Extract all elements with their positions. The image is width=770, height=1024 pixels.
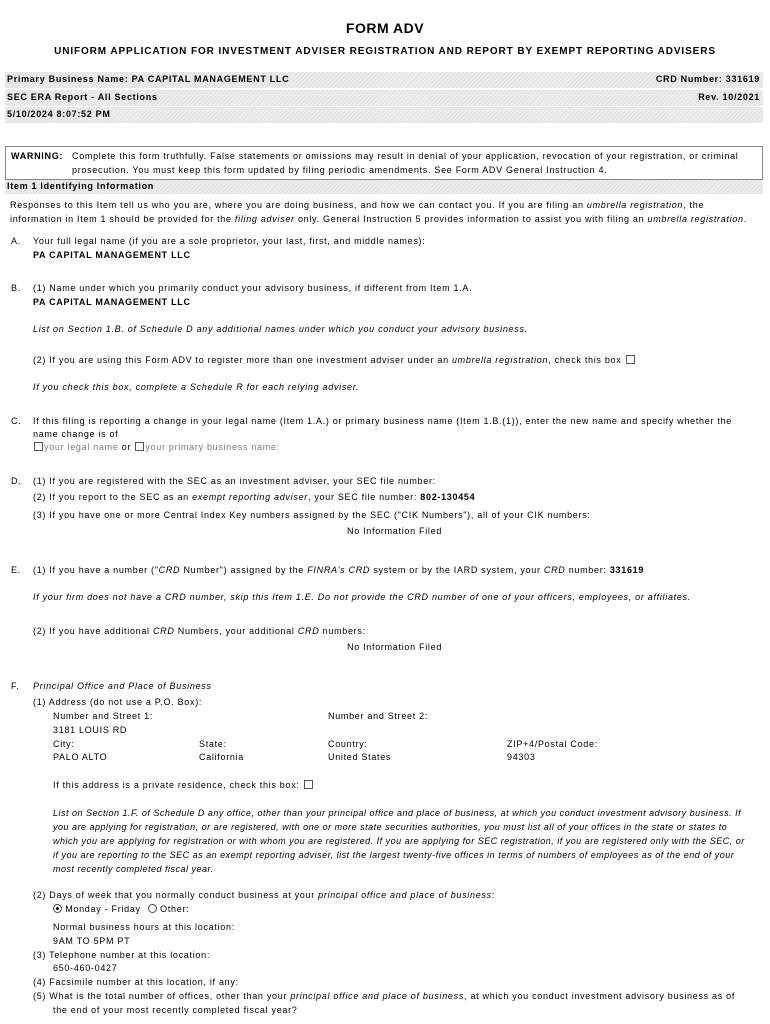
- private-residence-question: If this address is a private residence, check this box:: [53, 780, 314, 790]
- section-e-letter: E.: [11, 565, 21, 575]
- zip-label: ZIP+4/Postal Code:: [507, 739, 598, 749]
- sec-file-number: 802-130454: [420, 492, 476, 502]
- hours-label: Normal business hours at this location:: [53, 922, 235, 932]
- era-file-question: (2) If you report to the SEC as an exempt reporting adviser, your SEC file number: 802-130454: [33, 492, 476, 502]
- item1-intro-2: information in Item 1 should be provided for the filing adviser only. General Instruction 5 provides information to assist you with filing an umbrella registration.: [10, 214, 747, 224]
- fax-label: (4) Facsimile number at this location, if any:: [33, 977, 239, 987]
- umbrella-registration-checkbox[interactable]: [626, 355, 635, 364]
- offices-count-question-2: the end of your most recently completed fiscal year?: [53, 1005, 298, 1015]
- country-value: United States: [328, 752, 392, 762]
- schedule-d-note: List on Section 1.B. of Schedule D any additional names under which you conduct your advisory business.: [33, 324, 528, 334]
- revision: Rev. 10/2021: [698, 92, 760, 102]
- section-d-letter: D.: [11, 476, 22, 486]
- section-a-letter: A.: [11, 236, 21, 246]
- state-label: State:: [199, 739, 227, 749]
- umbrella-question: (2) If you are using this Form ADV to register more than one investment adviser under an umbrella registration, check this box: [33, 355, 636, 365]
- crd-question: (1) If you have a number ("CRD Number") assigned by the FINRA's CRD system or by the IARD system, your CRD number: 331619: [33, 565, 645, 575]
- street2-label: Number and Street 2:: [328, 711, 429, 721]
- form-title: FORM ADV: [345, 20, 425, 36]
- section-c-letter: C.: [11, 416, 22, 426]
- additional-crd-question: (2) If you have additional CRD Numbers, your additional CRD numbers:: [33, 626, 366, 636]
- crd-number-value: 331619: [609, 565, 645, 575]
- legal-name-change-checkbox[interactable]: [34, 442, 43, 451]
- city-value: PALO ALTO: [53, 752, 108, 762]
- cik-question: (3) If you have one or more Central Index Key numbers assigned by the SEC ("CIK Numbers"), all of your CIK numbers:: [33, 510, 591, 520]
- report-type: SEC ERA Report - All Sections: [7, 92, 158, 102]
- item1-heading: Item 1 Identifying Information: [7, 181, 155, 191]
- monday-friday-radio[interactable]: [53, 904, 62, 913]
- section-b-question: (1) Name under which you primarily conduct your advisory business, if different from Item 1.A.: [33, 283, 473, 293]
- phone-label: (3) Telephone number at this location:: [33, 950, 211, 960]
- zip-value: 94303: [507, 752, 536, 762]
- warning-label: WARNING:: [11, 151, 64, 161]
- office-list-note: List on Section 1.F. of Schedule D any office, other than your principal office and place of business, at which you conduct investment advisory business. If you are applying for registration, or are registered, with one or more state securities authorities, you must list all of your offices in the state or states to which you are applying for registration or with whom you are registered. If you are applying for SEC registration, if you are registered only with the SEC, or if you are reporting to the SEC as an exempt reporting adviser, list the largest twenty-five offices in terms of numbers of employees as of the end of your most recently completed fiscal year.: [53, 808, 745, 874]
- business-days-question: (2) Days of week that you normally conduct business at your principal office and place of business:: [33, 890, 496, 900]
- warning-text-2: prosecution. You must keep this form updated by filing periodic amendments. See Form ADV General Instruction 4.: [72, 165, 608, 175]
- cik-value: No Information Filed: [347, 526, 443, 536]
- principal-office-title: Principal Office and Place of Business: [33, 681, 212, 691]
- city-label: City:: [53, 739, 75, 749]
- primary-business-name: Primary Business Name: PA CAPITAL MANAGEMENT LLC: [7, 74, 290, 84]
- business-name-value: PA CAPITAL MANAGEMENT LLC: [33, 297, 191, 307]
- warning-text-1: Complete this form truthfully. False statements or omissions may result in denial of your application, revocation of your registration, or criminal: [72, 151, 739, 161]
- section-a-question: Your full legal name (if you are a sole proprietor, your last, first, and middle names):: [33, 236, 426, 246]
- business-days-options: Monday - Friday Other:: [53, 904, 189, 914]
- form-subtitle: UNIFORM APPLICATION FOR INVESTMENT ADVISER REGISTRATION AND REPORT BY EXEMPT REPORTING ADVISERS: [54, 46, 716, 57]
- header-bar-3: [5, 107, 763, 123]
- address-label: (1) Address (do not use a P.O. Box):: [33, 697, 203, 707]
- street1-label: Number and Street 1:: [53, 711, 154, 721]
- state-value: California: [199, 752, 245, 762]
- hours-value: 9AM TO 5PM PT: [53, 936, 131, 946]
- schedule-r-note: If you check this box, complete a Schedule R for each relying adviser.: [33, 382, 360, 392]
- section-c-line-1: If this filing is reporting a change in your legal name (Item 1.A.) or primary business name (Item 1.B.(1)), enter the new name and specify whether the: [33, 416, 732, 426]
- business-name-change-checkbox[interactable]: [135, 442, 144, 451]
- private-residence-checkbox[interactable]: [304, 780, 313, 789]
- section-b-letter: B.: [11, 283, 21, 293]
- item1-intro-1: Responses to this Item tell us who you are, where you are doing business, and how we can contact you. If you are filing an umbrella registration, the: [10, 200, 705, 210]
- crd-number: CRD Number: 331619: [655, 74, 760, 84]
- other-days-radio[interactable]: [148, 904, 157, 913]
- report-datetime: 5/10/2024 8:07:52 PM: [7, 109, 111, 119]
- street1-value: 3181 LOUIS RD: [53, 725, 128, 735]
- legal-name-value: PA CAPITAL MANAGEMENT LLC: [33, 250, 191, 260]
- offices-count-question: (5) What is the total number of offices, other than your principal office and place of business, at which you conduct investment advisory business as of: [33, 991, 736, 1001]
- section-f-letter: F.: [11, 681, 20, 691]
- name-change-options: your legal name or your primary business name:: [33, 442, 280, 452]
- crd-skip-note: If your firm does not have a CRD number, skip this Item 1.E. Do not provide the CRD number of one of your officers, employees, or affiliates.: [33, 592, 691, 602]
- country-label: Country:: [328, 739, 368, 749]
- phone-value: 650-460-0427: [53, 963, 118, 973]
- additional-crd-value: No Information Filed: [347, 642, 443, 652]
- section-c-line-2: name change is of: [33, 429, 119, 439]
- sec-file-question: (1) If you are registered with the SEC as an investment adviser, your SEC file number:: [33, 476, 436, 486]
